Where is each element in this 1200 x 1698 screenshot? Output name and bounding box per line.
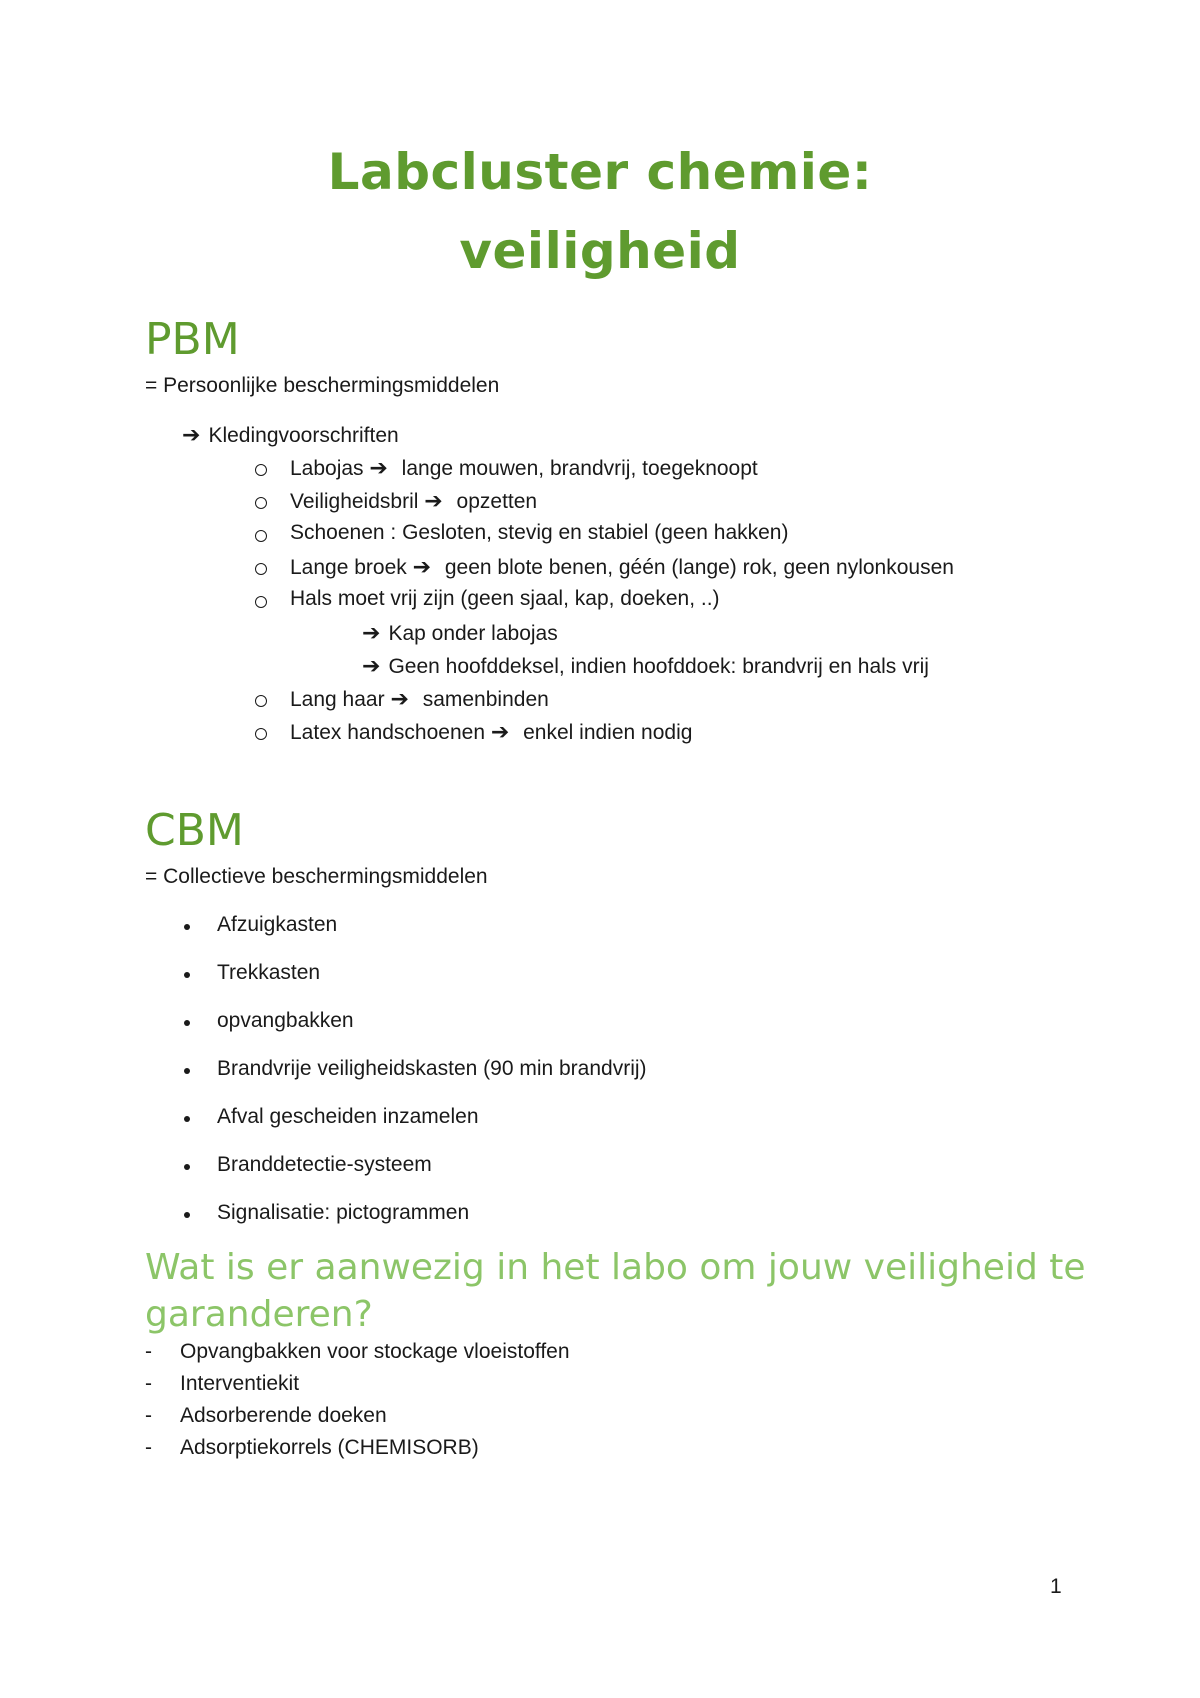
circle-bullet-icon: [255, 695, 267, 707]
pbm-item: Hals moet vrij zijn (geen sjaal, kap, doeken, ..): [290, 587, 720, 610]
pbm-item: Lang haar ➔ samenbinden: [290, 686, 549, 711]
pbm-heading: PBM: [145, 314, 240, 365]
dot-bullet-icon: [184, 1068, 190, 1074]
arrow-icon: ➔: [369, 455, 388, 480]
page-number: 1: [1050, 1575, 1062, 1598]
document-title-line-1: Labcluster chemie:: [327, 143, 873, 201]
cbm-item: Signalisatie: pictogrammen: [217, 1201, 470, 1224]
circle-bullet-icon: [255, 530, 267, 542]
dash-bullet: -: [145, 1436, 152, 1459]
labo-item: Adsorptiekorrels (CHEMISORB): [180, 1436, 479, 1459]
arrow-icon: ➔: [362, 653, 381, 678]
circle-bullet-icon: [255, 728, 267, 740]
cbm-item: opvangbakken: [217, 1009, 354, 1032]
arrow-icon: ➔: [390, 686, 409, 711]
pbm-subitem: ➔ Kap onder labojas: [362, 620, 558, 645]
pbm-item: Lange broek ➔ geen blote benen, géén (lange) rok, geen nylonkousen: [290, 554, 954, 579]
pbm-definition: = Persoonlijke beschermingsmiddelen: [145, 374, 500, 397]
cbm-heading: CBM: [145, 805, 244, 856]
document-title-line-2: veiligheid: [459, 222, 741, 280]
arrow-icon: ➔: [182, 422, 201, 447]
dot-bullet-icon: [184, 1020, 190, 1026]
dash-bullet: -: [145, 1372, 152, 1395]
cbm-item: Afval gescheiden inzamelen: [217, 1105, 479, 1128]
labo-item: Interventiekit: [180, 1372, 300, 1395]
cbm-item: Afzuigkasten: [217, 913, 338, 936]
labo-heading: Wat is er aanwezig in het labo om jouw veiligheid te garanderen?: [145, 1247, 1086, 1335]
cbm-definition: = Collectieve beschermingsmiddelen: [145, 865, 488, 888]
circle-bullet-icon: [255, 563, 267, 575]
pbm-item: Latex handschoenen ➔ enkel indien nodig: [290, 719, 693, 744]
pbm-item: Veiligheidsbril ➔ opzetten: [290, 488, 538, 513]
circle-bullet-icon: [255, 596, 267, 608]
labo-item: Adsorberende doeken: [180, 1404, 387, 1427]
pbm-item: Schoenen : Gesloten, stevig en stabiel (geen hakken): [290, 521, 789, 544]
kledingvoorschriften-label: Kledingvoorschriften: [208, 424, 399, 447]
arrow-icon: ➔: [424, 488, 443, 513]
kledingvoorschriften-item: [182, 422, 399, 448]
dot-bullet-icon: [184, 924, 190, 930]
cbm-item: Trekkasten: [217, 961, 321, 984]
arrow-icon: ➔: [412, 554, 432, 579]
cbm-item: Brandvrije veiligheidskasten (90 min brandvrij): [217, 1057, 647, 1080]
dash-bullet: -: [145, 1340, 152, 1363]
circle-bullet-icon: [255, 497, 267, 509]
arrow-icon: ➔: [362, 620, 381, 645]
circle-bullet-icon: [255, 464, 267, 476]
dot-bullet-icon: [184, 972, 190, 978]
cbm-item: Branddetectie-systeem: [217, 1153, 432, 1176]
pbm-subitem: ➔ Geen hoofddeksel, indien hoofddoek: brandvrij en hals vrij: [362, 653, 929, 678]
dot-bullet-icon: [184, 1164, 190, 1170]
dot-bullet-icon: [184, 1212, 190, 1218]
labo-item: Opvangbakken voor stockage vloeistoffen: [180, 1340, 570, 1363]
arrow-icon: ➔: [490, 719, 510, 744]
pbm-item: Labojas ➔ lange mouwen, brandvrij, toegeknoopt: [290, 455, 758, 480]
dash-bullet: -: [145, 1404, 152, 1427]
dot-bullet-icon: [184, 1116, 190, 1122]
